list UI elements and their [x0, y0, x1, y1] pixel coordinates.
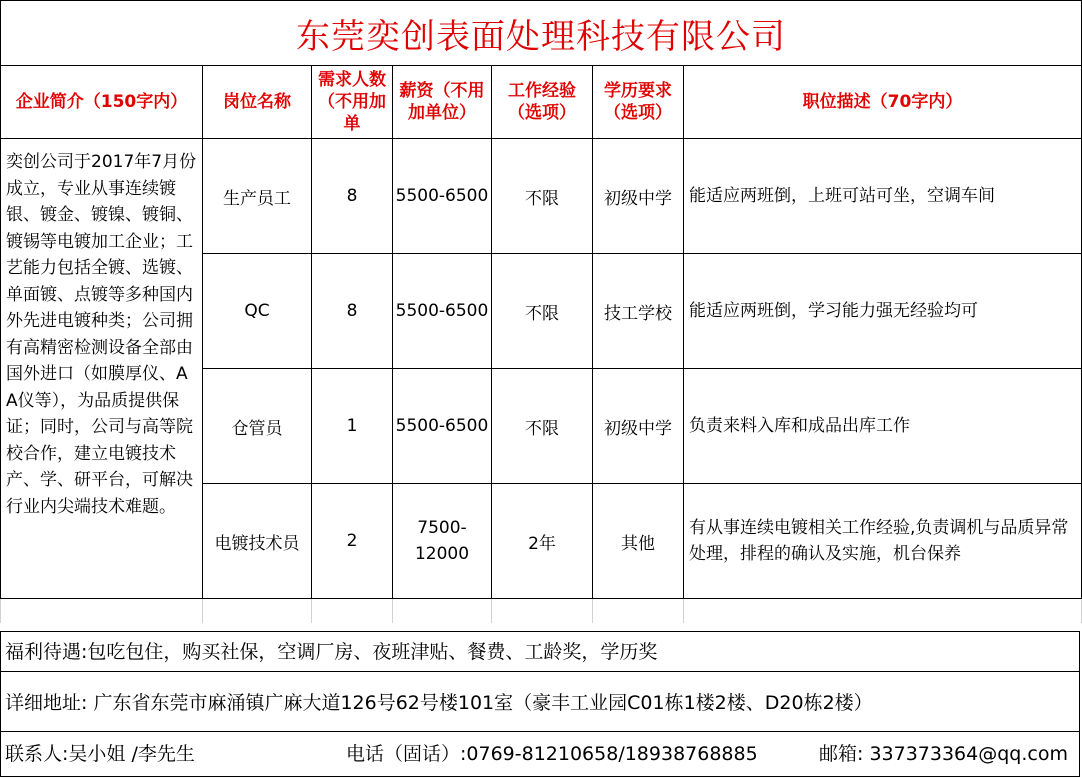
blank-cell — [492, 599, 593, 624]
contact-phone: 电话（固话）:0769-81210658/18938768885 — [346, 743, 758, 765]
job-position: 生产员工 — [203, 139, 312, 254]
job-description: 负责来料入库和成品出库工作 — [684, 369, 1082, 484]
job-salary: 5500-6500 — [393, 254, 492, 369]
header-count: 需求人数（不用加单 — [312, 66, 393, 139]
blank-cell — [393, 599, 492, 624]
job-position: 电镀技术员 — [203, 484, 312, 599]
benefits-line: 福利待遇:包吃包住，购买社保，空调厂房、夜班津贴、餐费、工龄奖，学历奖 — [0, 631, 1080, 671]
contact-email: 邮箱: 337373364@qq.com — [819, 743, 1068, 765]
job-count: 1 — [312, 369, 393, 484]
blank-cell — [684, 599, 1082, 624]
header-position: 岗位名称 — [203, 66, 312, 139]
header-description: 职位描述（70字内） — [684, 66, 1082, 139]
company-title: 东莞奕创表面处理科技有限公司 — [0, 0, 1082, 66]
job-education: 技工学校 — [593, 254, 684, 369]
job-salary: 5500-6500 — [393, 139, 492, 254]
job-description: 能适应两班倒，上班可站可坐，空调车间 — [684, 139, 1082, 254]
job-experience: 2年 — [492, 484, 593, 599]
blank-cell — [1, 599, 203, 624]
contact-person: 联系人:吴小姐 /李先生 — [5, 743, 195, 765]
header-education: 学历要求（选项） — [593, 66, 684, 139]
table-row — [1, 139, 1082, 254]
job-experience: 不限 — [492, 369, 593, 484]
jobs-table — [0, 65, 1082, 623]
header-salary: 薪资（不用加单位） — [393, 66, 492, 139]
job-salary: 5500-6500 — [393, 369, 492, 484]
job-count: 8 — [312, 139, 393, 254]
company-intro: 奕创公司于2017年7月份成立，专业从事连续镀银、镀金、镀镍、镀铜、镀锡等电镀加工企业；工艺能力包括全镀、选镀、单面镀、点镀等多种国内外先进电镀种类；公司拥有高精密检测设备全部由国外进口（如膜厚仪、AA仪等），为品质提供保证；同时，公司与高等院校合作，建立电镀技术产、学、研平台，可解决行业内尖端技术难题。 — [1, 139, 203, 599]
header-intro: 企业简介（150字内） — [1, 66, 203, 139]
job-education: 其他 — [593, 484, 684, 599]
job-experience: 不限 — [492, 254, 593, 369]
blank-cell — [203, 599, 312, 624]
job-salary: 7500-12000 — [393, 484, 492, 599]
job-education: 初级中学 — [593, 369, 684, 484]
header-experience: 工作经验（选项） — [492, 66, 593, 139]
job-description: 能适应两班倒，学习能力强无经验均可 — [684, 254, 1082, 369]
job-experience: 不限 — [492, 139, 593, 254]
address-line: 详细地址: 广东省东莞市麻涌镇广麻大道126号62号楼101室（豪丰工业园C01栋1楼2楼、D20栋2楼） — [0, 671, 1080, 731]
blank-row — [1, 599, 1082, 624]
job-count: 8 — [312, 254, 393, 369]
blank-cell — [312, 599, 393, 624]
job-count: 2 — [312, 484, 393, 599]
header-row — [1, 66, 1082, 139]
contact-line — [0, 731, 1080, 777]
job-position: 仓管员 — [203, 369, 312, 484]
job-description: 有从事连续电镀相关工作经验,负责调机与品质异常处理，排程的确认及实施，机台保养 — [684, 484, 1082, 599]
job-education: 初级中学 — [593, 139, 684, 254]
blank-cell — [593, 599, 684, 624]
job-position: QC — [203, 254, 312, 369]
